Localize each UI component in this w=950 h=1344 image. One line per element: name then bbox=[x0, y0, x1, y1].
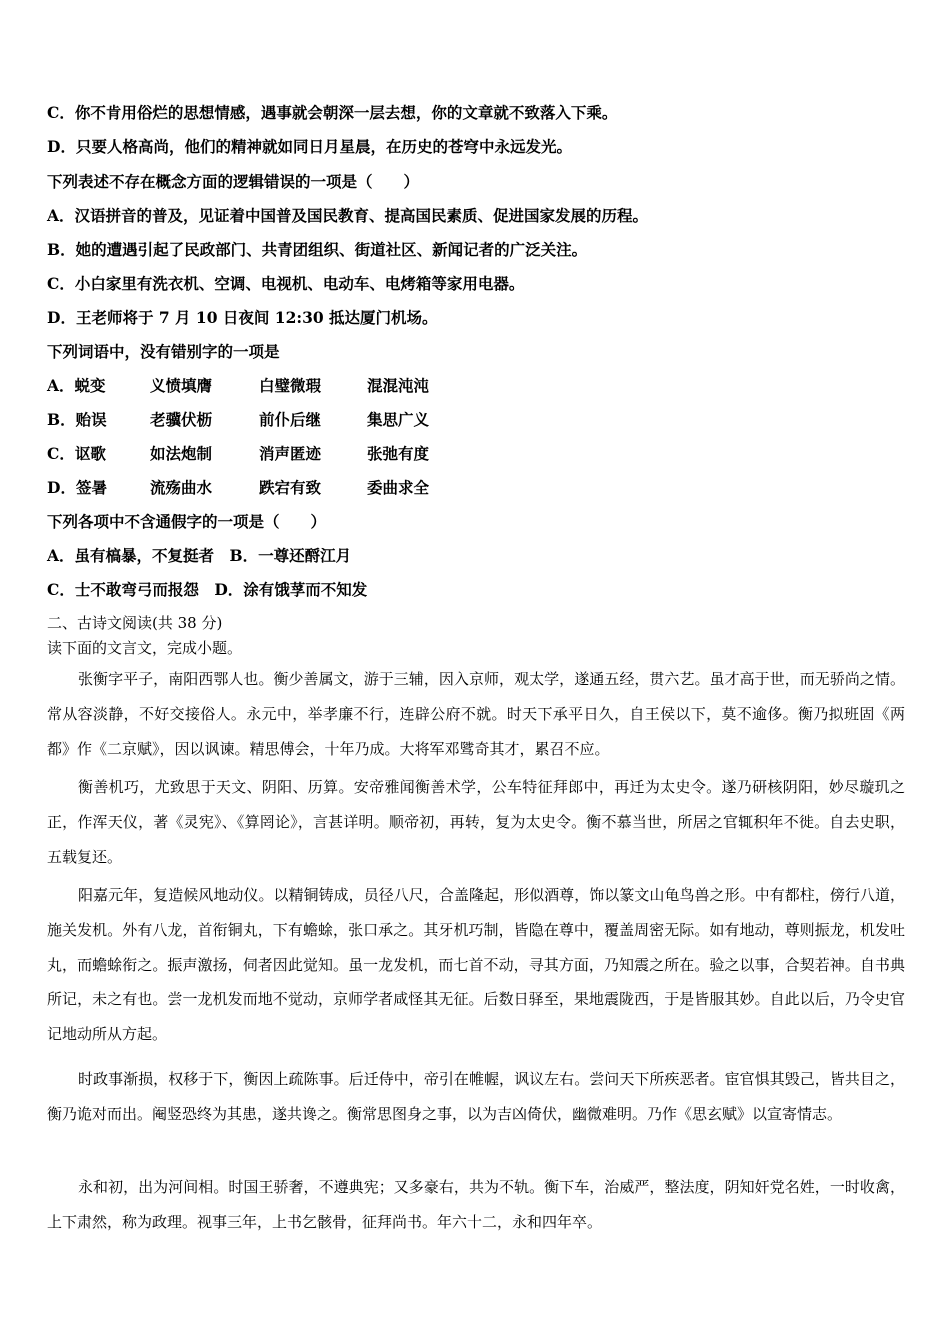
word: 跌宕有致 bbox=[259, 478, 322, 497]
word: 如法炮制 bbox=[150, 444, 213, 463]
word: 前仆后继 bbox=[259, 410, 322, 429]
word: 义愤填膺 bbox=[150, 376, 213, 395]
word: 委曲求全 bbox=[367, 478, 430, 497]
section-instruction: 读下面的文言文，完成小题。 bbox=[47, 639, 243, 657]
passage-paragraph: 永和初，出为河间相。时国王骄奢，不遵典宪；又多豪右，共为不轨。衡下车，治威严，整法度，阴知奸党名姓，一时收禽，上下肃然，称为政理。视事三年，上书乞骸骨，征拜尚书。年六十二，永和四年卒。 bbox=[47, 1178, 905, 1231]
word: 白璧微瑕 bbox=[259, 376, 322, 395]
option-label: D．签暑 bbox=[47, 478, 107, 497]
word: 混混沌沌 bbox=[367, 376, 430, 395]
logic-option-d: D．王老师将于 7 月 10 日夜间 12:30 抵达厦门机场。 bbox=[47, 308, 438, 327]
logic-option-c: C．小白家里有洗衣机、空调、电视机、电动车、电烤箱等家用电器。 bbox=[47, 274, 525, 293]
top-option-c: C．你不肯用俗烂的思想情感，遇事就会朝深一层去想，你的文章就不致落入下乘。 bbox=[47, 103, 618, 122]
word: 老骥伏枥 bbox=[150, 410, 213, 429]
passage-paragraph: 衡善机巧，尤致思于天文、阴阳、历算。安帝雅闻衡善术学，公车特征拜郎中，再迁为太史令。遂乃研核阴阳，妙尽璇玑之正，作浑天仪，著《灵宪》、《算罔论》，言甚详明。顺帝初，再转，复为太史令。衡不慕当世，所居之官辄积年不徙。自去史职，五载复还。 bbox=[47, 778, 905, 866]
logic-option-a: A．汉语拼音的普及，见证着中国普及国民教育、提高国民素质、促进国家发展的历程。 bbox=[47, 206, 649, 225]
word: 消声匿迹 bbox=[259, 444, 322, 463]
option-label: B．贻误 bbox=[47, 410, 107, 429]
logic-option-b: B．她的遭遇引起了民政部门、共青团组织、街道社区、新闻记者的广泛关注。 bbox=[47, 240, 588, 259]
word: 张弛有度 bbox=[367, 444, 430, 463]
logic-question-stem: 下列表述不存在概念方面的逻辑错误的一项是（ ） bbox=[47, 172, 420, 191]
word: 集思广义 bbox=[367, 410, 430, 429]
section-heading: 二、古诗文阅读(共 38 分) bbox=[47, 614, 223, 632]
tongjia-question-stem: 下列各项中不含通假字的一项是（ ） bbox=[47, 512, 327, 531]
tongjia-options-ab: A．虽有槁暴，不复挺者 B．一尊还酹江月 bbox=[47, 546, 352, 565]
passage-paragraph: 阳嘉元年，复造候风地动仪。以精铜铸成，员径八尺，合盖隆起，形似酒尊，饰以篆文山龟鸟兽之形。中有都柱，傍行八道，施关发机。外有八龙，首衔铜丸，下有蟾蜍，张口承之。其牙机巧制，皆隐在尊中，覆盖周密无际。如有地动，尊则振龙，机发吐丸，而蟾蜍衔之。振声激扬，伺者因此觉知。虽一龙发机，而七首不动，寻其方面，乃知震之所在。验之以事，合契若神。自书典所记，未之有也。尝一龙机发而地不觉动，京师学者咸怪其无征。后数日驿至，果地震陇西，于是皆服其妙。自此以后，乃令史官记地动所从方起。 bbox=[47, 886, 905, 1044]
option-label: A．蜕变 bbox=[47, 376, 106, 395]
word: 流殇曲水 bbox=[150, 478, 213, 497]
option-label: C．讴歌 bbox=[47, 444, 106, 463]
passage-paragraph: 时政事渐损，权移于下，衡因上疏陈事。后迁侍中，帝引在帷幄，讽议左右。尝问天下所疾恶者。宦官惧其毁己，皆共目之，衡乃诡对而出。阉竖恐终为其患，遂共谗之。衡常思图身之事，以为吉凶倚伏，幽微难明。乃作《思玄赋》以宣寄情志。 bbox=[47, 1070, 905, 1123]
passage-paragraph: 张衡字平子，南阳西鄂人也。衡少善属文，游于三辅，因入京师，观太学，遂通五经，贯六艺。虽才高于世，而无骄尚之情。常从容淡静，不好交接俗人。永元中，举孝廉不行，连辟公府不就。时天下承平日久，自王侯以下，莫不逾侈。衡乃拟班固《两都》作《二京赋》，因以讽谏。精思傅会，十年乃成。大将军邓骘奇其才，累召不应。 bbox=[47, 670, 905, 758]
top-option-d: D．只要人格高尚，他们的精神就如同日月星晨，在历史的苍穹中永远发光。 bbox=[47, 137, 572, 156]
tongjia-options-cd: C．士不敢弯弓而报怨 D．涂有饿莩而不知发 bbox=[47, 580, 368, 599]
typo-question-stem: 下列词语中，没有错别字的一项是 bbox=[47, 342, 280, 361]
